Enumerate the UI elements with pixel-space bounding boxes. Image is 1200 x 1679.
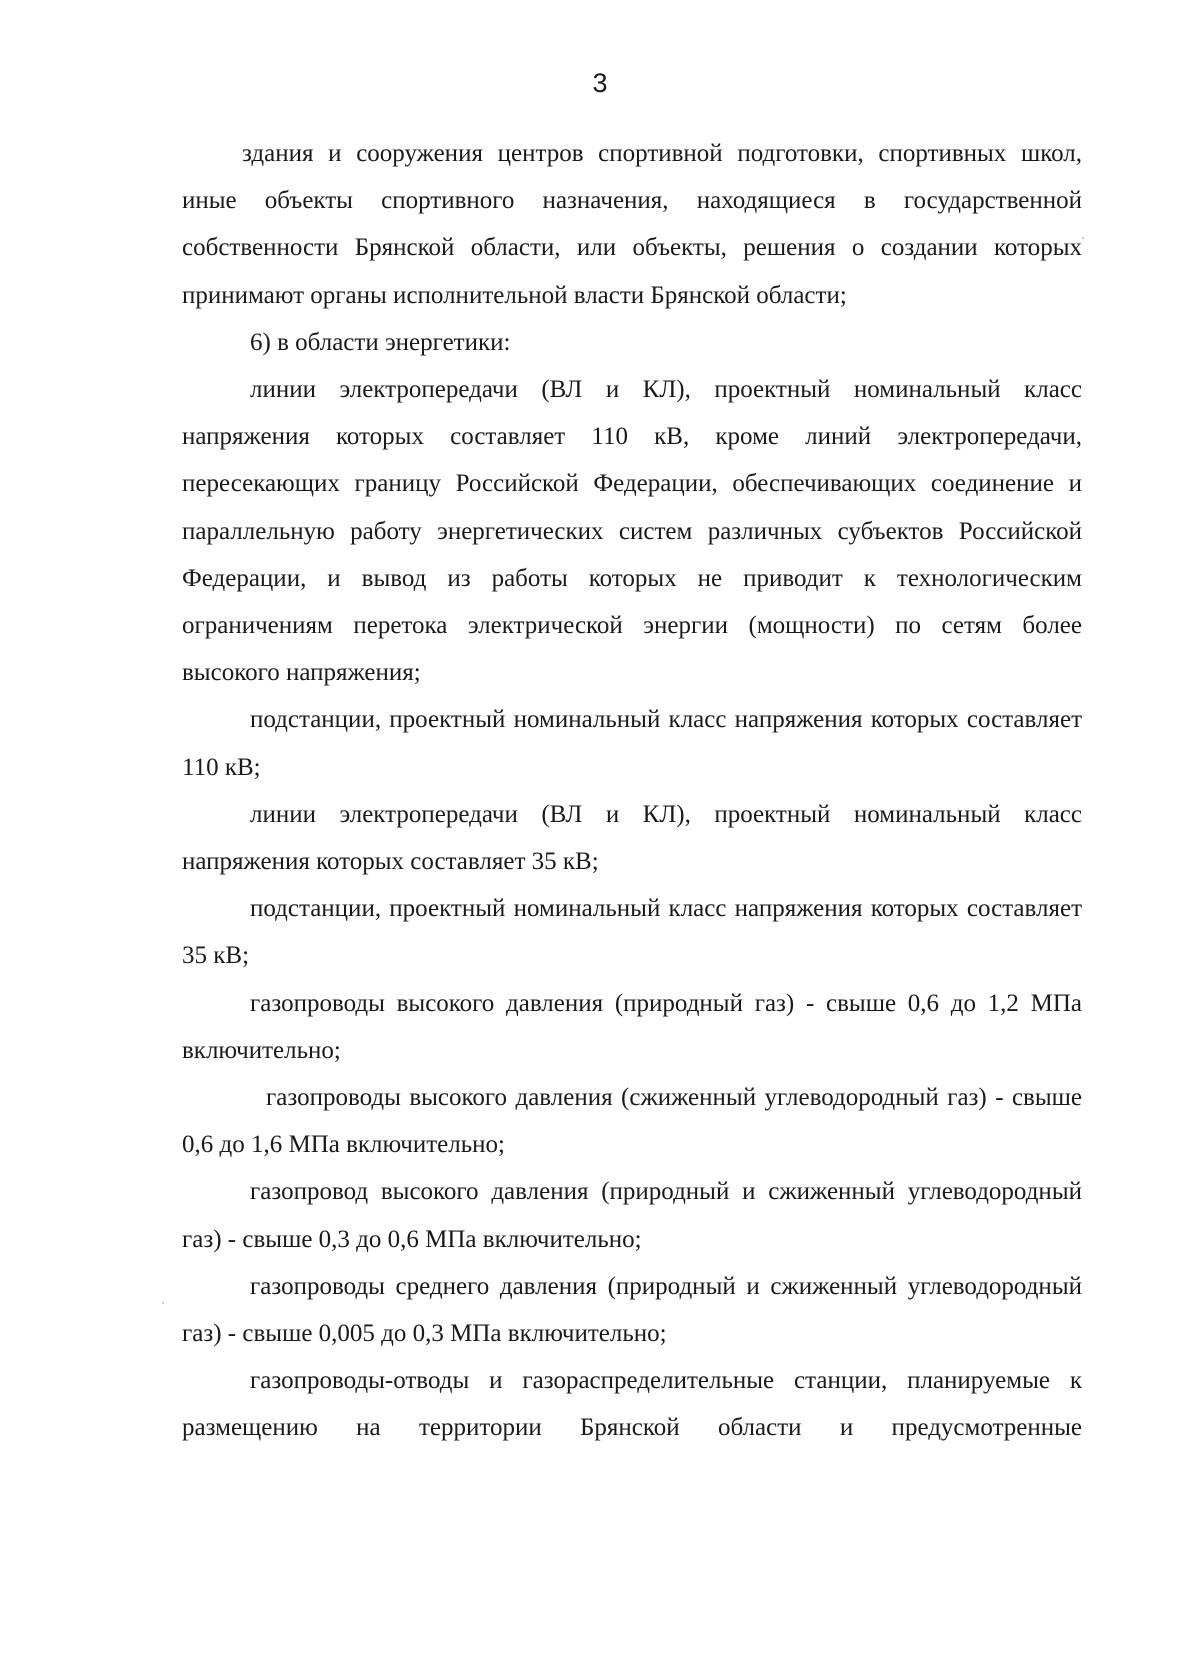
scan-speck xyxy=(1082,237,1084,239)
paragraph-gas-branches-stations: газопроводы-отводы и газораспределительные станции, планируемые к размещению на территории Брянской области и предусмотренные xyxy=(182,1367,1082,1442)
paragraph-gas-high-pressure-natural: газопроводы высокого давления (природный газ) - свыше 0,6 до 1,2 МПа включительно; xyxy=(182,989,1082,1064)
scan-speck xyxy=(162,1302,164,1304)
paragraph-substations-110kv: подстанции, проектный номинальный класс напряжения которых составляет 110 кВ; xyxy=(182,706,1082,781)
paragraph-gas-high-pressure-liquefied: газопроводы высокого давления (сжиженный углеводородный газ) - свыше 0,6 до 1,6 МПа включительно; xyxy=(182,1084,1082,1159)
paragraph-sports-facilities-continuation: здания и сооружения центров спортивной подготовки, спортивных школ, иные объекты спортивного назначения, находящиеся в государственной собственности Брянской области, или объекты, решения о создании которых принимают органы исполнительной власти Брянской области; xyxy=(182,140,1082,309)
paragraph-substations-35kv: подстанции, проектный номинальный класс напряжения которых составляет 35 кВ; xyxy=(182,895,1082,970)
paragraph-power-lines-35kv: линии электропередачи (ВЛ и КЛ), проектный номинальный класс напряжения которых составляет 35 кВ; xyxy=(182,800,1082,876)
paragraph-power-lines-110kv: линии электропередачи (ВЛ и КЛ), проектный номинальный класс напряжения которых составляет 110 кВ, кроме линий электропередачи, пересекающих границу Российской Федерации, обеспечивающих соединение и параллельную работу энергетических систем различных субъектов Российской Федерации, и вывод из работы которых не приводит к технологическим ограничениям перетока электрической энергии (мощности) по сетям более высокого напряжения; xyxy=(182,376,1082,687)
page-number: 3 xyxy=(592,68,608,98)
paragraph-energy-heading: 6) в области энергетики: xyxy=(250,328,511,356)
document-body xyxy=(182,130,1082,1452)
paragraph-gas-medium-pressure: газопроводы среднего давления (природный и сжиженный углеводородный газ) - свыше 0,005 до 0,3 МПа включительно; xyxy=(182,1272,1082,1348)
paragraph-gas-high-pressure-mixed: газопровод высокого давления (природный и сжиженный углеводородный газ) - свыше 0,3 до 0,6 МПа включительно; xyxy=(182,1178,1082,1253)
